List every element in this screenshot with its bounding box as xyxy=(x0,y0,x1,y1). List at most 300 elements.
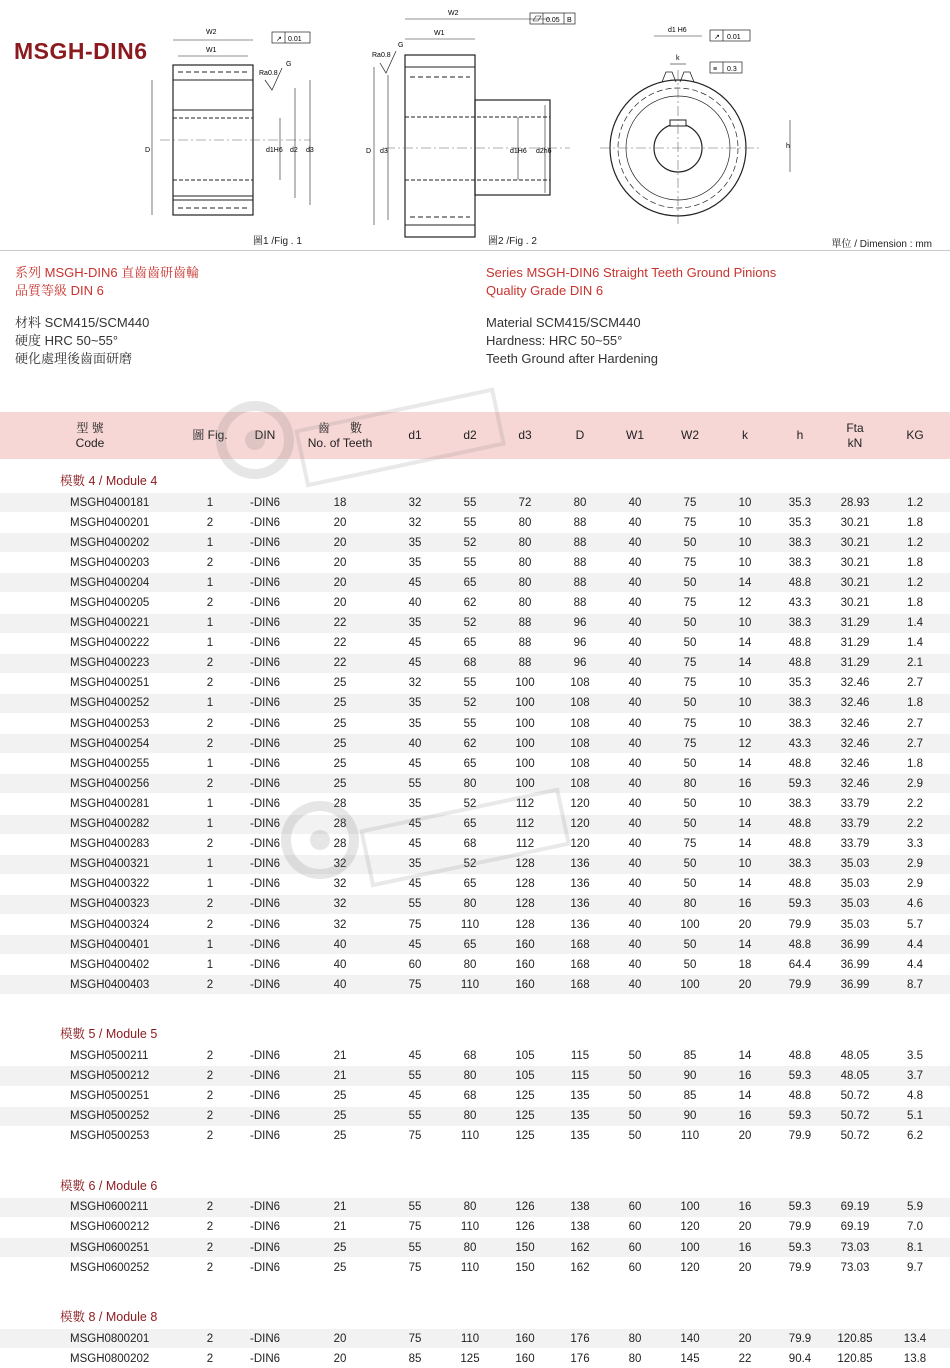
table-row xyxy=(0,1217,950,1237)
table-cell: 115 xyxy=(550,1066,610,1086)
table-cell: 52 xyxy=(440,794,500,814)
table-cell: 160 xyxy=(500,955,550,975)
table-cell: MSGH0400401 xyxy=(0,935,180,955)
table-cell: 1.4 xyxy=(880,613,950,633)
table-cell: 10 xyxy=(720,693,770,713)
table-cell: 150 xyxy=(500,1238,550,1258)
table-cell: 1 xyxy=(180,533,240,553)
fig1-d1-label: d1H6 xyxy=(266,147,283,154)
table-row xyxy=(0,754,950,774)
info-chinese xyxy=(15,264,199,368)
table-cell: 3.3 xyxy=(880,834,950,854)
table-cell: 80 xyxy=(440,1238,500,1258)
table-body xyxy=(0,459,950,1368)
table-cell: 2 xyxy=(180,1238,240,1258)
table-row xyxy=(0,1066,950,1086)
table-cell: 1 xyxy=(180,693,240,713)
table-cell: MSGH0400203 xyxy=(0,553,180,573)
table-cell: 55 xyxy=(440,553,500,573)
table-cell: 110 xyxy=(440,1217,500,1237)
table-cell: 8.7 xyxy=(880,975,950,995)
table-cell: 28 xyxy=(290,814,390,834)
table-cell: 120 xyxy=(550,794,610,814)
col-h: h xyxy=(770,412,830,459)
table-cell: -DIN6 xyxy=(240,794,290,814)
table-cell: 50 xyxy=(610,1046,660,1066)
table-cell: 35 xyxy=(390,693,440,713)
table-cell: 40 xyxy=(610,613,660,633)
table-cell: 18 xyxy=(720,955,770,975)
table-row xyxy=(0,693,950,713)
table-cell: 128 xyxy=(500,854,550,874)
table-cell: 7.0 xyxy=(880,1217,950,1237)
table-cell: -DIN6 xyxy=(240,1106,290,1126)
table-cell: 20 xyxy=(720,1258,770,1278)
table-cell: 1 xyxy=(180,854,240,874)
table-cell: 52 xyxy=(440,693,500,713)
svg-text:≡: ≡ xyxy=(713,66,718,73)
table-cell: 40 xyxy=(610,593,660,613)
table-cell: 40 xyxy=(390,593,440,613)
table-cell: 50 xyxy=(660,693,720,713)
table-cell: 136 xyxy=(550,854,610,874)
table-cell: 40 xyxy=(290,955,390,975)
table-cell: 79.9 xyxy=(770,1329,830,1349)
table-cell: 125 xyxy=(500,1086,550,1106)
cn-quality: 品質等級 DIN 6 xyxy=(15,283,104,298)
table-cell: 1 xyxy=(180,493,240,513)
table-cell: 176 xyxy=(550,1329,610,1349)
table-cell: 79.9 xyxy=(770,1258,830,1278)
fig2-ra-label: Ra0.8 xyxy=(372,52,391,59)
table-cell: 55 xyxy=(440,673,500,693)
table-cell: 4.8 xyxy=(880,1086,950,1106)
table-cell: MSGH0400223 xyxy=(0,653,180,673)
table-cell: 10 xyxy=(720,613,770,633)
table-cell: 75 xyxy=(660,593,720,613)
table-cell: 100 xyxy=(500,734,550,754)
table-cell: 25 xyxy=(290,754,390,774)
table-cell: 20 xyxy=(290,533,390,553)
table-cell: 80 xyxy=(500,533,550,553)
table-cell: 5.9 xyxy=(880,1197,950,1217)
table-cell: 28 xyxy=(290,834,390,854)
table-cell: 35 xyxy=(390,613,440,633)
table-cell: 35.03 xyxy=(830,914,880,934)
table-cell: 90 xyxy=(660,1066,720,1086)
table-cell: 32.46 xyxy=(830,673,880,693)
table-cell: 20 xyxy=(720,1329,770,1349)
table-cell: 22 xyxy=(290,653,390,673)
table-cell: MSGH0600211 xyxy=(0,1197,180,1217)
table-cell: 176 xyxy=(550,1349,610,1368)
table-cell: 38.3 xyxy=(770,533,830,553)
table-cell: MSGH0400256 xyxy=(0,774,180,794)
table-cell: 96 xyxy=(550,613,610,633)
table-cell: 45 xyxy=(390,1046,440,1066)
fig1-d2-label: d2 xyxy=(290,147,298,154)
table-row xyxy=(0,935,950,955)
table-cell: 28.93 xyxy=(830,493,880,513)
table-cell: 32.46 xyxy=(830,734,880,754)
table-cell: 50 xyxy=(660,874,720,894)
table-cell: 25 xyxy=(290,1238,390,1258)
table-cell: -DIN6 xyxy=(240,493,290,513)
table-cell: 88 xyxy=(500,633,550,653)
table-cell: MSGH0400222 xyxy=(0,633,180,653)
table-cell: 65 xyxy=(440,573,500,593)
table-cell: 80 xyxy=(440,774,500,794)
table-cell: 1.8 xyxy=(880,553,950,573)
fig1-w2-label: W2 xyxy=(206,29,217,36)
table-cell: 8.1 xyxy=(880,1238,950,1258)
table-cell: 25 xyxy=(290,714,390,734)
table-cell: 138 xyxy=(550,1197,610,1217)
table-cell: MSGH0400282 xyxy=(0,814,180,834)
table-cell: 80 xyxy=(660,894,720,914)
table-cell: 2.9 xyxy=(880,874,950,894)
table-cell: 88 xyxy=(550,593,610,613)
table-cell: 35 xyxy=(390,794,440,814)
table-cell: 10 xyxy=(720,533,770,553)
table-cell: -DIN6 xyxy=(240,874,290,894)
table-cell: 2 xyxy=(180,673,240,693)
table-cell: 79.9 xyxy=(770,975,830,995)
table-cell: 25 xyxy=(290,774,390,794)
cn-process: 硬化處理後齒面研磨 xyxy=(15,351,133,366)
table-cell: 2 xyxy=(180,894,240,914)
product-title: MSGH-DIN6 xyxy=(14,38,148,64)
table-cell: -DIN6 xyxy=(240,734,290,754)
table-cell: 85 xyxy=(390,1349,440,1368)
table-cell: 136 xyxy=(550,914,610,934)
table-cell: 50 xyxy=(660,935,720,955)
col-din: DIN xyxy=(240,412,290,459)
table-row xyxy=(0,533,950,553)
table-cell: 75 xyxy=(660,553,720,573)
table-cell: 75 xyxy=(390,914,440,934)
col-D: D xyxy=(550,412,610,459)
table-cell: 59.3 xyxy=(770,1106,830,1126)
table-cell: 125 xyxy=(440,1349,500,1368)
table-cell: 69.19 xyxy=(830,1197,880,1217)
table-cell: 1 xyxy=(180,955,240,975)
table-cell: 65 xyxy=(440,814,500,834)
table-cell: 50 xyxy=(660,633,720,653)
table-cell: 10 xyxy=(720,493,770,513)
table-cell: -DIN6 xyxy=(240,1349,290,1368)
table-cell: 32 xyxy=(390,673,440,693)
table-row xyxy=(0,1126,950,1146)
table-row xyxy=(0,734,950,754)
table-cell: 25 xyxy=(290,734,390,754)
table-cell: 25 xyxy=(290,1126,390,1146)
table-cell: 50 xyxy=(610,1066,660,1086)
table-row xyxy=(0,955,950,975)
table-cell: 40 xyxy=(610,935,660,955)
table-cell: -DIN6 xyxy=(240,1329,290,1349)
table-row xyxy=(0,613,950,633)
table-cell: 14 xyxy=(720,633,770,653)
table-cell: 20 xyxy=(290,593,390,613)
table-cell: 20 xyxy=(720,1217,770,1237)
table-cell: 35.03 xyxy=(830,874,880,894)
table-cell: 135 xyxy=(550,1086,610,1106)
table-cell: -DIN6 xyxy=(240,914,290,934)
table-cell: -DIN6 xyxy=(240,1217,290,1237)
table-cell: 80 xyxy=(440,1106,500,1126)
table-cell: -DIN6 xyxy=(240,1046,290,1066)
table-cell: 40 xyxy=(610,573,660,593)
table-row xyxy=(0,673,950,693)
table-cell: 68 xyxy=(440,834,500,854)
table-cell: 168 xyxy=(550,975,610,995)
table-cell: MSGH0500251 xyxy=(0,1086,180,1106)
table-cell: 30.21 xyxy=(830,553,880,573)
table-cell: 136 xyxy=(550,874,610,894)
table-cell: 38.3 xyxy=(770,794,830,814)
table-cell: 65 xyxy=(440,754,500,774)
table-cell: 40 xyxy=(610,493,660,513)
table-cell: 110 xyxy=(440,1329,500,1349)
table-cell: 108 xyxy=(550,714,610,734)
table-cell: 50 xyxy=(660,573,720,593)
table-cell: 85 xyxy=(660,1086,720,1106)
table-cell: 100 xyxy=(500,774,550,794)
table-cell: 50 xyxy=(610,1086,660,1106)
table-cell: 75 xyxy=(390,1217,440,1237)
col-teeth: 齒 數 No. of Teeth xyxy=(290,412,390,459)
table-cell: 20 xyxy=(290,1349,390,1368)
table-cell: 35.03 xyxy=(830,894,880,914)
table-cell: 73.03 xyxy=(830,1238,880,1258)
table-cell: 75 xyxy=(660,513,720,533)
table-cell: MSGH0500252 xyxy=(0,1106,180,1126)
table-cell: 45 xyxy=(390,573,440,593)
table-cell: 100 xyxy=(500,754,550,774)
fig1-w1-label: W1 xyxy=(206,47,217,54)
table-cell: MSGH0400251 xyxy=(0,673,180,693)
table-cell: 40 xyxy=(610,794,660,814)
table-cell: 2 xyxy=(180,593,240,613)
info-english xyxy=(486,264,776,368)
table-cell: 2 xyxy=(180,1066,240,1086)
table-cell: 22 xyxy=(290,613,390,633)
table-cell: 100 xyxy=(500,693,550,713)
table-cell: 52 xyxy=(440,854,500,874)
table-cell: -DIN6 xyxy=(240,693,290,713)
table-cell: 55 xyxy=(390,1238,440,1258)
en-series: Series MSGH-DIN6 Straight Teeth Ground Pinions xyxy=(486,265,777,280)
table-cell: 60 xyxy=(390,955,440,975)
fig1-g-label: G xyxy=(286,61,292,68)
fig2-datum-label: B xyxy=(567,17,572,24)
module-title: 模數 6 / Module 6 xyxy=(0,1164,950,1198)
table-cell: 2.7 xyxy=(880,734,950,754)
table-cell: 65 xyxy=(440,633,500,653)
fig2-w1-label: W1 xyxy=(434,30,445,37)
table-row xyxy=(0,593,950,613)
table-cell: 55 xyxy=(390,1066,440,1086)
table-cell: 50 xyxy=(660,814,720,834)
table-cell: 14 xyxy=(720,573,770,593)
table-cell: 75 xyxy=(660,673,720,693)
table-cell: 38.3 xyxy=(770,553,830,573)
table-cell: 100 xyxy=(660,1197,720,1217)
table-row xyxy=(0,1238,950,1258)
module-section-header xyxy=(0,1295,950,1329)
cn-material: 材料 SCM415/SCM440 xyxy=(15,315,150,330)
table-cell: 79.9 xyxy=(770,1126,830,1146)
table-cell: 69.19 xyxy=(830,1217,880,1237)
table-cell: 25 xyxy=(290,1106,390,1126)
table-cell: 75 xyxy=(660,493,720,513)
table-cell: 100 xyxy=(660,1238,720,1258)
table-cell: 1 xyxy=(180,633,240,653)
table-cell: 168 xyxy=(550,955,610,975)
table-cell: 1.2 xyxy=(880,533,950,553)
col-d2: d2 xyxy=(440,412,500,459)
table-cell: MSGH0400403 xyxy=(0,975,180,995)
table-cell: 55 xyxy=(390,1106,440,1126)
table-cell: 48.8 xyxy=(770,935,830,955)
col-fig: 圖 Fig. xyxy=(180,412,240,459)
table-cell: 48.05 xyxy=(830,1066,880,1086)
table-cell: 80 xyxy=(500,573,550,593)
table-cell: 2 xyxy=(180,553,240,573)
table-cell: 21 xyxy=(290,1197,390,1217)
table-cell: 138 xyxy=(550,1217,610,1237)
cn-hardness: 硬度 HRC 50~55° xyxy=(15,333,119,348)
table-cell: MSGH0800201 xyxy=(0,1329,180,1349)
table-cell: 9.7 xyxy=(880,1258,950,1278)
table-cell: -DIN6 xyxy=(240,653,290,673)
table-cell: 2.1 xyxy=(880,653,950,673)
table-cell: 100 xyxy=(500,714,550,734)
table-cell: 40 xyxy=(610,553,660,573)
table-cell: 25 xyxy=(290,1258,390,1278)
table-cell: 120 xyxy=(550,814,610,834)
table-cell: 1 xyxy=(180,874,240,894)
fig2-d3-label: d3 xyxy=(380,148,388,155)
table-cell: 150 xyxy=(500,1258,550,1278)
table-cell: 35.3 xyxy=(770,673,830,693)
table-cell: 48.8 xyxy=(770,874,830,894)
fig2-tolerance-label: 0.05 xyxy=(546,17,560,24)
table-cell: 21 xyxy=(290,1066,390,1086)
table-cell: 45 xyxy=(390,653,440,673)
table-cell: 60 xyxy=(610,1258,660,1278)
table-cell: 40 xyxy=(610,673,660,693)
table-cell: 48.8 xyxy=(770,1086,830,1106)
table-cell: 2 xyxy=(180,975,240,995)
table-cell: 2 xyxy=(180,834,240,854)
table-cell: 52 xyxy=(440,613,500,633)
table-cell: 14 xyxy=(720,834,770,854)
table-cell: 128 xyxy=(500,874,550,894)
table-cell: 2.2 xyxy=(880,794,950,814)
table-cell: 30.21 xyxy=(830,533,880,553)
col-d3: d3 xyxy=(500,412,550,459)
table-cell: 75 xyxy=(660,834,720,854)
table-cell: 1.8 xyxy=(880,693,950,713)
table-cell: MSGH0800202 xyxy=(0,1349,180,1368)
table-cell: 32.46 xyxy=(830,693,880,713)
table-cell: 60 xyxy=(610,1197,660,1217)
fig2-d-label: D xyxy=(366,148,372,155)
table-row xyxy=(0,714,950,734)
table-cell: 22 xyxy=(290,633,390,653)
table-cell: -DIN6 xyxy=(240,894,290,914)
table-cell: 120 xyxy=(660,1217,720,1237)
table-cell: -DIN6 xyxy=(240,774,290,794)
table-cell: 73.03 xyxy=(830,1258,880,1278)
col-code: 型 號 Code xyxy=(0,412,180,459)
col-k: k xyxy=(720,412,770,459)
table-row xyxy=(0,975,950,995)
table-cell: 32 xyxy=(390,513,440,533)
table-cell: MSGH0600251 xyxy=(0,1238,180,1258)
table-cell: 50 xyxy=(660,794,720,814)
table-cell: 40 xyxy=(610,633,660,653)
table-row xyxy=(0,493,950,513)
table-cell: -DIN6 xyxy=(240,1238,290,1258)
table-row xyxy=(0,633,950,653)
table-cell: 40 xyxy=(290,975,390,995)
table-cell: 100 xyxy=(500,673,550,693)
table-cell: 80 xyxy=(440,1197,500,1217)
section-gap xyxy=(0,1146,950,1164)
table-cell: 40 xyxy=(610,693,660,713)
table-cell: 1 xyxy=(180,814,240,834)
table-cell: 48.8 xyxy=(770,653,830,673)
table-cell: -DIN6 xyxy=(240,513,290,533)
table-cell: 14 xyxy=(720,754,770,774)
table-cell: 16 xyxy=(720,894,770,914)
table-cell: 168 xyxy=(550,935,610,955)
table-cell: 40 xyxy=(610,834,660,854)
table-cell: 79.9 xyxy=(770,914,830,934)
fig2-g-label: G xyxy=(398,42,404,49)
fig2-w2-label: W2 xyxy=(448,10,459,17)
table-cell: 2.9 xyxy=(880,774,950,794)
table-cell: 59.3 xyxy=(770,1066,830,1086)
table-cell: -DIN6 xyxy=(240,1086,290,1106)
table-cell: MSGH0400253 xyxy=(0,714,180,734)
figure-2-caption: 圖2 /Fig . 2 xyxy=(488,236,537,247)
table-row xyxy=(0,814,950,834)
table-cell: 1.2 xyxy=(880,573,950,593)
table-cell: 43.3 xyxy=(770,593,830,613)
table-cell: -DIN6 xyxy=(240,593,290,613)
table-cell: 65 xyxy=(440,935,500,955)
table-cell: 50.72 xyxy=(830,1126,880,1146)
en-material: Material SCM415/SCM440 xyxy=(486,315,641,330)
module-title: 模數 5 / Module 5 xyxy=(0,1012,950,1046)
figure-2-drawing xyxy=(360,5,580,240)
table-cell: -DIN6 xyxy=(240,814,290,834)
table-cell: 10 xyxy=(720,714,770,734)
fig1-d3-label: d3 xyxy=(306,147,314,154)
table-cell: MSGH0400204 xyxy=(0,573,180,593)
table-cell: 4.4 xyxy=(880,955,950,975)
table-cell: 2 xyxy=(180,1197,240,1217)
table-cell: 18 xyxy=(290,493,390,513)
table-cell: 40 xyxy=(610,513,660,533)
table-cell: MSGH0400201 xyxy=(0,513,180,533)
table-cell: 32 xyxy=(290,874,390,894)
table-cell: 32.46 xyxy=(830,754,880,774)
